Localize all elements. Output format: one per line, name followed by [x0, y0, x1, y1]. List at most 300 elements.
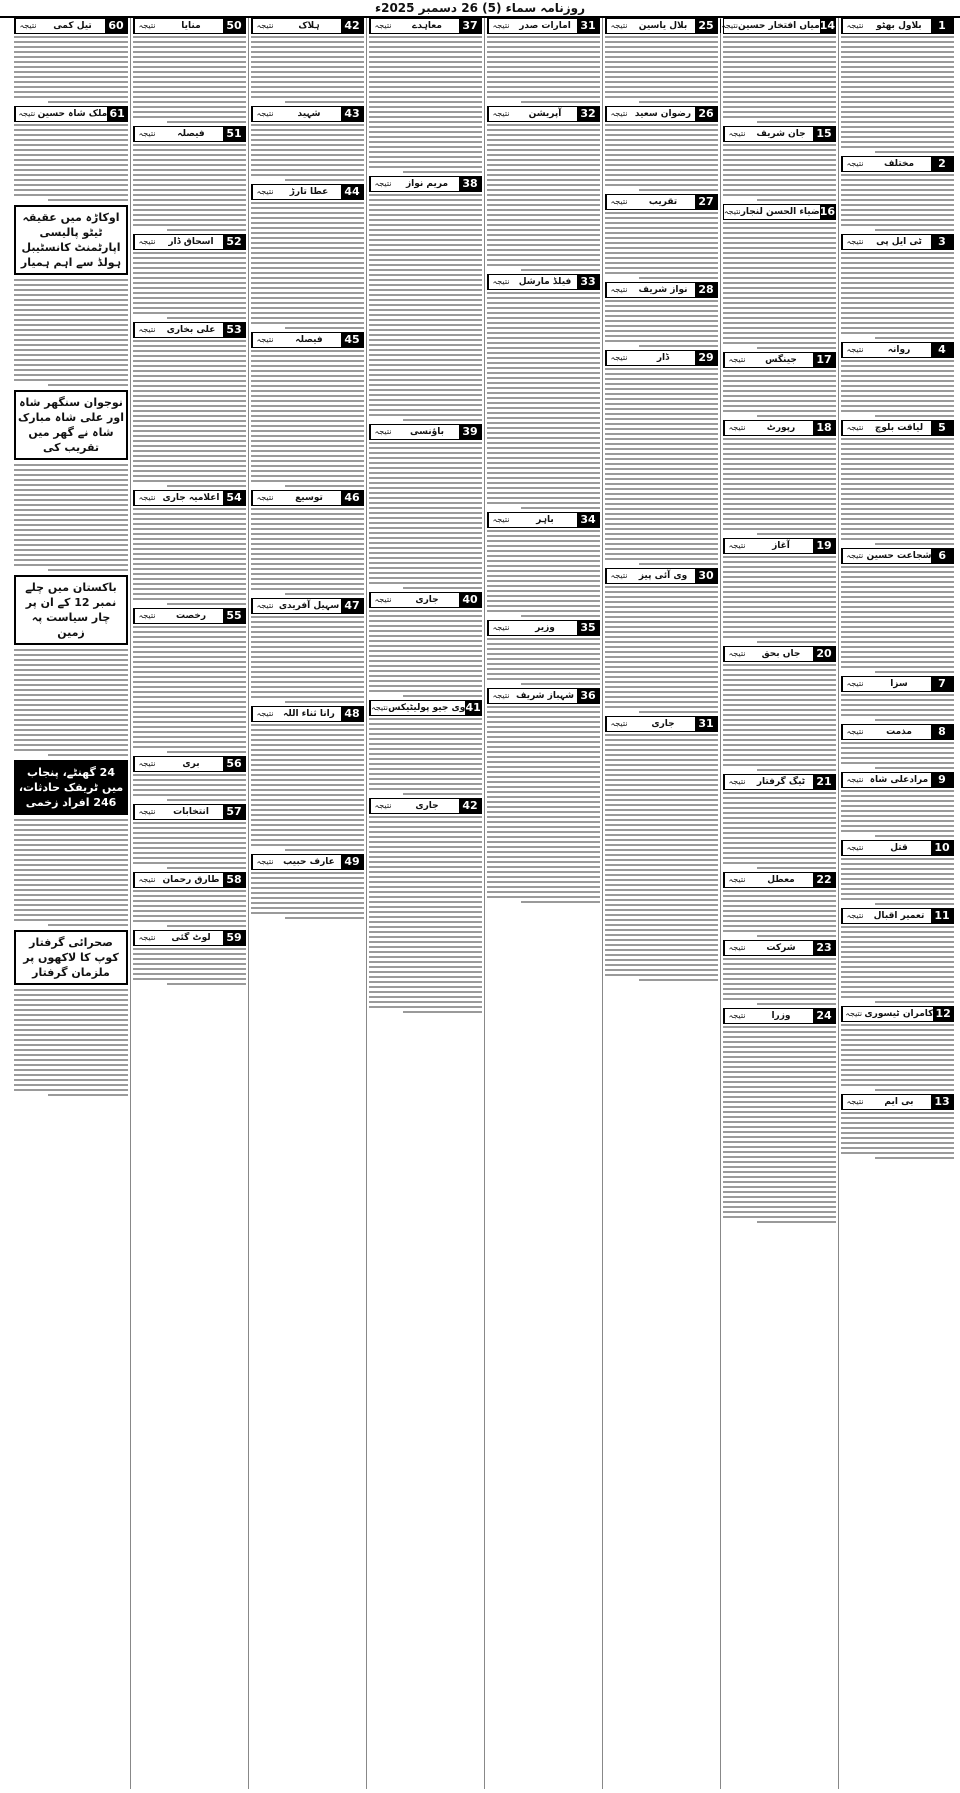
entry-number: 23	[813, 941, 835, 955]
entry-header	[133, 872, 246, 888]
text-line	[605, 139, 718, 141]
text-line	[369, 826, 482, 828]
entry-header	[723, 646, 836, 662]
entry-tag: نتیجہ	[606, 283, 631, 297]
text-line	[14, 86, 128, 88]
text-line	[369, 680, 482, 682]
entry-tag: نتیجہ	[370, 177, 395, 191]
text-line	[487, 159, 600, 161]
text-line	[841, 214, 954, 216]
entry-title: ٹی ایل پی	[876, 237, 922, 247]
text-line	[14, 1084, 128, 1086]
entry-title: وی جیو پولیٹیکس	[388, 703, 466, 713]
text-line	[251, 252, 364, 254]
text-line	[133, 573, 246, 575]
text-line	[841, 513, 954, 515]
text-line	[723, 1146, 836, 1148]
text-line	[875, 767, 954, 769]
text-line	[487, 791, 600, 793]
text-line	[369, 881, 482, 883]
text-line	[841, 121, 954, 123]
text-line	[285, 593, 364, 595]
entry-title: فیصلہ	[295, 335, 323, 345]
text-line	[605, 734, 718, 736]
text-line	[841, 400, 954, 402]
text-line	[605, 769, 718, 771]
entry-tag: نتیجہ	[842, 725, 867, 739]
entry-header	[369, 798, 482, 814]
entry-tag: نتیجہ	[606, 19, 631, 33]
text-line	[723, 503, 836, 505]
text-line	[133, 297, 246, 299]
text-line	[14, 844, 128, 846]
entry-header	[487, 688, 600, 704]
text-line	[841, 1147, 954, 1149]
news-column-7	[130, 18, 248, 1789]
text-line	[14, 749, 128, 751]
text-line	[487, 871, 600, 873]
text-line	[14, 91, 128, 93]
text-line	[133, 598, 246, 600]
entry-header	[487, 620, 600, 636]
entry-number: 40	[459, 593, 481, 607]
text-line	[605, 804, 718, 806]
entry-body-text	[369, 610, 482, 697]
text-line	[251, 61, 364, 63]
entry-title: رخصت	[175, 611, 207, 621]
text-line	[841, 86, 954, 88]
text-line	[723, 694, 836, 696]
entry-body-text	[133, 144, 246, 231]
entry-title: بلال یاسین	[638, 21, 688, 31]
entry-title: جان شریف	[756, 129, 806, 139]
text-line	[251, 307, 364, 309]
entry-tag: نتیجہ	[724, 539, 749, 553]
text-line	[605, 433, 718, 435]
text-line	[369, 640, 482, 642]
entry-title: لوٹ گئی	[171, 933, 211, 943]
text-line	[369, 214, 482, 216]
text-line	[841, 830, 954, 832]
text-line	[487, 169, 600, 171]
text-line	[723, 380, 836, 382]
entry-header	[841, 18, 954, 34]
text-line	[841, 1049, 954, 1051]
text-line	[487, 432, 600, 434]
text-line	[841, 878, 954, 880]
text-line	[841, 931, 954, 933]
entry-tag: نتیجہ	[15, 19, 40, 33]
text-line	[841, 36, 954, 38]
text-line	[369, 389, 482, 391]
text-line	[251, 769, 364, 771]
text-line	[841, 453, 954, 455]
text-line	[14, 544, 128, 546]
text-line	[723, 1161, 836, 1163]
text-line	[487, 447, 600, 449]
text-line	[841, 116, 954, 118]
text-line	[723, 719, 836, 721]
text-line	[605, 914, 718, 916]
text-line	[251, 232, 364, 234]
entry-body-text	[723, 792, 836, 869]
text-line	[369, 866, 482, 868]
text-line	[369, 121, 482, 123]
text-line	[723, 611, 836, 613]
text-line	[723, 915, 836, 917]
entry-body-text	[14, 36, 128, 103]
text-line	[251, 86, 364, 88]
entry-header	[251, 184, 364, 200]
text-line	[841, 936, 954, 938]
text-line	[48, 384, 128, 386]
text-line	[723, 1031, 836, 1033]
text-line	[14, 679, 128, 681]
text-line	[369, 512, 482, 514]
text-line	[369, 906, 482, 908]
entry-tag: نتیجہ	[134, 127, 159, 141]
text-line	[369, 986, 482, 988]
entry-title: فیلڈ مارشل	[518, 277, 572, 287]
text-line	[14, 1019, 128, 1021]
news-entry	[605, 568, 718, 713]
entry-number: 31	[695, 717, 717, 731]
text-line	[369, 685, 482, 687]
text-line	[605, 779, 718, 781]
text-line	[487, 352, 600, 354]
text-line	[14, 914, 128, 916]
text-line	[369, 224, 482, 226]
text-line	[487, 417, 600, 419]
text-line	[14, 504, 128, 506]
entry-number: 25	[695, 19, 717, 33]
text-line	[487, 658, 600, 660]
text-line	[251, 400, 364, 402]
text-line	[723, 1041, 836, 1043]
text-line	[605, 744, 718, 746]
text-line	[841, 1112, 954, 1114]
text-line	[723, 154, 836, 156]
text-line	[251, 744, 364, 746]
news-entry	[369, 18, 482, 173]
text-line	[369, 96, 482, 98]
text-line	[133, 101, 246, 103]
text-line	[487, 836, 600, 838]
entry-body-text	[605, 734, 718, 981]
text-line	[133, 681, 246, 683]
text-line	[841, 1074, 954, 1076]
text-line	[841, 106, 954, 108]
entry-header	[14, 106, 128, 122]
entry-title: آغاز	[772, 541, 790, 551]
text-line	[723, 262, 836, 264]
text-line	[14, 829, 128, 831]
text-line	[487, 540, 600, 542]
text-line	[251, 312, 364, 314]
entry-body-text	[251, 872, 364, 919]
text-line	[251, 626, 364, 628]
text-line	[521, 683, 600, 685]
text-line	[285, 917, 364, 919]
text-line	[841, 189, 954, 191]
text-line	[723, 606, 836, 608]
text-line	[369, 339, 482, 341]
text-line	[251, 450, 364, 452]
news-entry	[841, 420, 954, 545]
text-line	[251, 174, 364, 176]
text-line	[605, 443, 718, 445]
text-line	[369, 349, 482, 351]
entry-title: طارق رحمان	[162, 875, 220, 885]
text-line	[723, 1106, 836, 1108]
text-line	[723, 116, 836, 118]
text-line	[605, 305, 718, 307]
news-entry	[133, 234, 246, 319]
text-line	[14, 724, 128, 726]
text-line	[14, 174, 128, 176]
text-line	[14, 314, 128, 316]
text-line	[369, 61, 482, 63]
text-line	[133, 948, 246, 950]
text-line	[841, 1152, 954, 1154]
text-line	[369, 763, 482, 765]
entry-tag: نتیجہ	[252, 855, 277, 869]
entry-number: 11	[931, 909, 953, 923]
entry-header	[841, 772, 954, 788]
text-line	[841, 616, 954, 618]
entry-tag: نتیجہ	[842, 235, 867, 249]
entry-header	[133, 608, 246, 624]
text-line	[875, 1089, 954, 1091]
text-line	[369, 733, 482, 735]
text-line	[133, 272, 246, 274]
entry-tag: نتیجہ	[370, 425, 395, 439]
text-line	[487, 249, 600, 251]
text-line	[841, 636, 954, 638]
text-line	[723, 297, 836, 299]
news-column-1	[838, 18, 956, 1789]
text-line	[251, 247, 364, 249]
text-line	[14, 739, 128, 741]
entry-body-text	[487, 36, 600, 103]
entry-tag: نتیجہ	[842, 1095, 867, 1109]
text-line	[133, 302, 246, 304]
text-line	[841, 443, 954, 445]
entry-header	[133, 490, 246, 506]
text-line	[487, 811, 600, 813]
text-line	[605, 463, 718, 465]
text-line	[14, 189, 128, 191]
entry-title: تعمیر اقبال	[873, 911, 925, 921]
entry-tag: نتیجہ	[842, 19, 867, 33]
text-line	[369, 161, 482, 163]
text-line	[487, 452, 600, 454]
text-line	[841, 209, 954, 211]
text-line	[369, 861, 482, 863]
entry-tag: نتیجہ	[370, 701, 388, 715]
text-line	[605, 558, 718, 560]
text-line	[841, 523, 954, 525]
text-line	[14, 374, 128, 376]
text-line	[133, 789, 246, 791]
text-line	[723, 631, 836, 633]
text-line	[369, 778, 482, 780]
entry-header	[251, 490, 364, 506]
entry-header	[133, 804, 246, 820]
entry-number: 19	[813, 539, 835, 553]
text-line	[723, 1166, 836, 1168]
text-line	[487, 224, 600, 226]
text-line	[487, 36, 600, 38]
text-line	[14, 719, 128, 721]
text-line	[251, 350, 364, 352]
text-line	[723, 759, 836, 761]
text-line	[251, 553, 364, 555]
text-line	[167, 751, 246, 753]
text-line	[723, 983, 836, 985]
text-line	[723, 581, 836, 583]
text-line	[605, 666, 718, 668]
text-line	[875, 229, 954, 231]
text-line	[723, 963, 836, 965]
text-line	[133, 149, 246, 151]
text-line	[369, 507, 482, 509]
entry-tag: نتیجہ	[15, 107, 38, 121]
entry-header	[251, 598, 364, 614]
text-line	[251, 149, 364, 151]
entry-tag: نتیجہ	[488, 275, 513, 289]
text-line	[639, 101, 718, 103]
text-line	[487, 437, 600, 439]
text-line	[723, 51, 836, 53]
text-line	[605, 267, 718, 269]
text-line	[841, 1084, 954, 1086]
text-line	[605, 969, 718, 971]
text-line	[487, 751, 600, 753]
text-line	[369, 542, 482, 544]
text-line	[487, 482, 600, 484]
text-line	[133, 179, 246, 181]
text-line	[487, 826, 600, 828]
text-line	[369, 106, 482, 108]
text-line	[487, 347, 600, 349]
news-entry	[723, 1008, 836, 1223]
text-line	[841, 742, 954, 744]
text-line	[369, 886, 482, 888]
text-line	[841, 390, 954, 392]
entry-number: 14	[819, 19, 835, 32]
text-line	[133, 593, 246, 595]
text-line	[605, 488, 718, 490]
news-column-6	[248, 18, 366, 1789]
text-line	[14, 304, 128, 306]
entry-tag: نتیجہ	[606, 195, 631, 209]
text-line	[251, 887, 364, 889]
text-line	[285, 485, 364, 487]
entry-body-text	[841, 742, 954, 769]
text-line	[841, 976, 954, 978]
text-line	[133, 910, 246, 912]
text-line	[133, 706, 246, 708]
text-line	[133, 262, 246, 264]
text-line	[723, 714, 836, 716]
headline-banner: باکستان میں چلے نمبر 12 کے ان پر چار سیاست پہ زمین	[14, 575, 128, 645]
text-line	[487, 239, 600, 241]
text-line	[369, 462, 482, 464]
entry-header	[841, 548, 954, 564]
text-line	[251, 470, 364, 472]
text-line	[133, 405, 246, 407]
text-line	[369, 991, 482, 993]
text-line	[841, 873, 954, 875]
text-line	[251, 759, 364, 761]
text-line	[605, 154, 718, 156]
text-line	[605, 686, 718, 688]
text-line	[487, 555, 600, 557]
text-line	[487, 407, 600, 409]
entry-number: 59	[223, 931, 245, 945]
text-line	[723, 596, 836, 598]
text-line	[369, 309, 482, 311]
text-line	[487, 643, 600, 645]
entry-title: شجاعت حسین	[866, 551, 932, 561]
text-line	[133, 282, 246, 284]
text-line	[14, 464, 128, 466]
text-line	[605, 533, 718, 535]
entry-number: 31	[577, 19, 599, 33]
text-line	[841, 136, 954, 138]
text-line	[723, 327, 836, 329]
text-line	[605, 478, 718, 480]
text-line	[521, 507, 600, 509]
text-line	[133, 450, 246, 452]
text-line	[133, 154, 246, 156]
text-line	[487, 194, 600, 196]
entry-body-text	[723, 144, 836, 201]
text-line	[369, 304, 482, 306]
news-entry	[133, 872, 246, 927]
entry-tag: نتیجہ	[252, 333, 277, 347]
text-line	[723, 1036, 836, 1038]
text-line	[251, 656, 364, 658]
text-line	[369, 522, 482, 524]
text-line	[369, 364, 482, 366]
text-line	[133, 862, 246, 864]
text-line	[487, 134, 600, 136]
entry-number: 51	[223, 127, 245, 141]
text-line	[369, 911, 482, 913]
entry-number: 50	[223, 19, 245, 33]
text-line	[723, 86, 836, 88]
text-line	[605, 894, 718, 896]
text-line	[841, 996, 954, 998]
text-line	[723, 576, 836, 578]
text-line	[133, 350, 246, 352]
text-line	[605, 373, 718, 375]
entry-tag: نتیجہ	[606, 107, 631, 121]
entry-number: 42	[341, 19, 363, 33]
entry-body-text	[841, 566, 954, 673]
text-line	[369, 299, 482, 301]
text-line	[251, 799, 364, 801]
entry-header	[14, 18, 128, 34]
text-line	[133, 184, 246, 186]
news-entry	[841, 342, 954, 417]
text-line	[841, 204, 954, 206]
text-line	[841, 91, 954, 93]
text-line	[487, 412, 600, 414]
text-line	[133, 380, 246, 382]
